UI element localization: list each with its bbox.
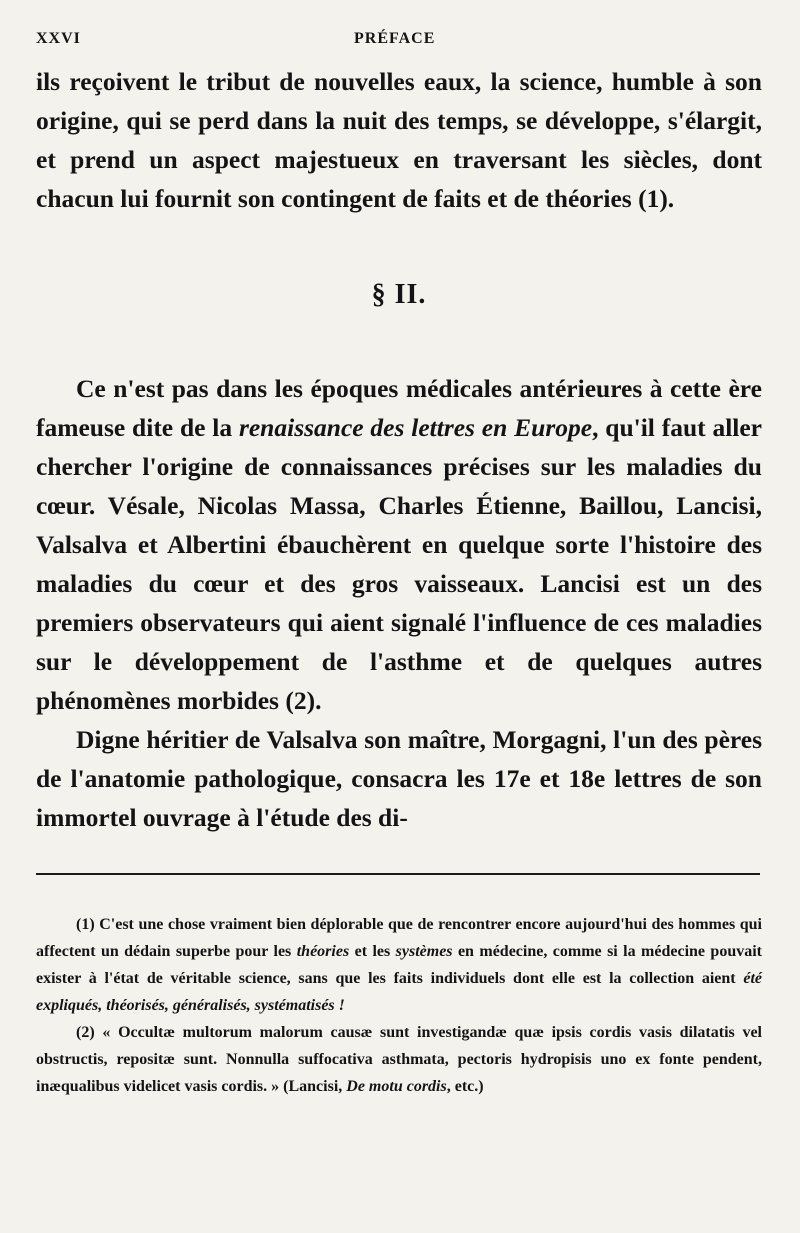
footnotes: [36, 911, 762, 1100]
footnote-1-italic-a: théories: [296, 943, 350, 960]
main-text: [36, 62, 762, 837]
footnote-2-text-a: (2) « Occultæ multorum malorum causæ sunt investigandæ quæ ipsis cordis vasis dilatatis vel obstructis, repositæ sunt. Nonnulla suffocativa asthmata, pectoris hydropisis uno ex fonte pendent, inæqualibus videlicet vasis cordis. » (Lancisi,: [36, 1024, 762, 1095]
paragraph-3: Digne héritier de Valsalva son maître, Morgagni, l'un des pères de l'anatomie pathologique, consacra les 17e et 18e lettres de son immortel ouvrage à l'étude des di-: [36, 725, 762, 832]
page-number: XXVI: [36, 30, 81, 47]
footnote-2-italic: De motu cordis: [346, 1078, 447, 1095]
paragraph-2-text-b: , qu'il faut aller chercher l'origine de connaissances précises sur les maladies du cœur. Vésale, Nicolas Massa, Charles Étienne, Baillou, Lancisi, Valsalva et Albertini ébauchèrent en quelque sorte l'histoire des maladies du cœur et des gros vaisseaux. Lancisi est un des premiers observateurs qui aient signalé l'influence de ces maladies sur le développement de l'asthme et de quelques autres phénomènes morbides (2).: [36, 413, 762, 715]
running-title: PRÉFACE: [354, 30, 436, 47]
footnote-1: [36, 911, 762, 1019]
footnote-1-text-c: en médecine, comme si la médecine pouvait exister à l'état de véritable science, sans que les faits individuels dont elle est la collection aient: [36, 943, 763, 987]
running-head: [36, 30, 762, 54]
book-page: [36, 30, 762, 1100]
paragraph-2-italic: renaissance des lettres en Europe: [238, 413, 593, 442]
footnote-1-text-a: (1) C'est une chose vraiment bien déplorable que de rencontrer encore aujourd'hui des hommes qui affectent un dédain superbe pour les: [36, 916, 762, 960]
section-heading: § II.: [371, 279, 427, 310]
footnote-1-italic-c: été expliqués, théorisés, généralisés, systématisés !: [36, 970, 762, 1014]
paragraph-2-text-a: Ce n'est pas dans les époques médicales antérieures à cette ère fameuse dite de la: [36, 374, 762, 442]
paragraph-2: [36, 369, 762, 720]
footnote-rule: [36, 873, 760, 875]
footnote-2-text-b: , etc.): [446, 1078, 484, 1095]
paragraph-1: ils reçoivent le tribut de nouvelles eaux, la science, humble à son origine, qui se perd dans la nuit des temps, se développe, s'élargit, et prend un aspect majestueux en traversant les siècles, dont chacun lui fournit son contingent de faits et de théories (1).: [36, 67, 762, 213]
footnote-1-italic-b: systèmes: [395, 943, 453, 960]
footnote-1-text-b: et les: [349, 943, 396, 960]
footnote-2: [36, 1019, 762, 1100]
